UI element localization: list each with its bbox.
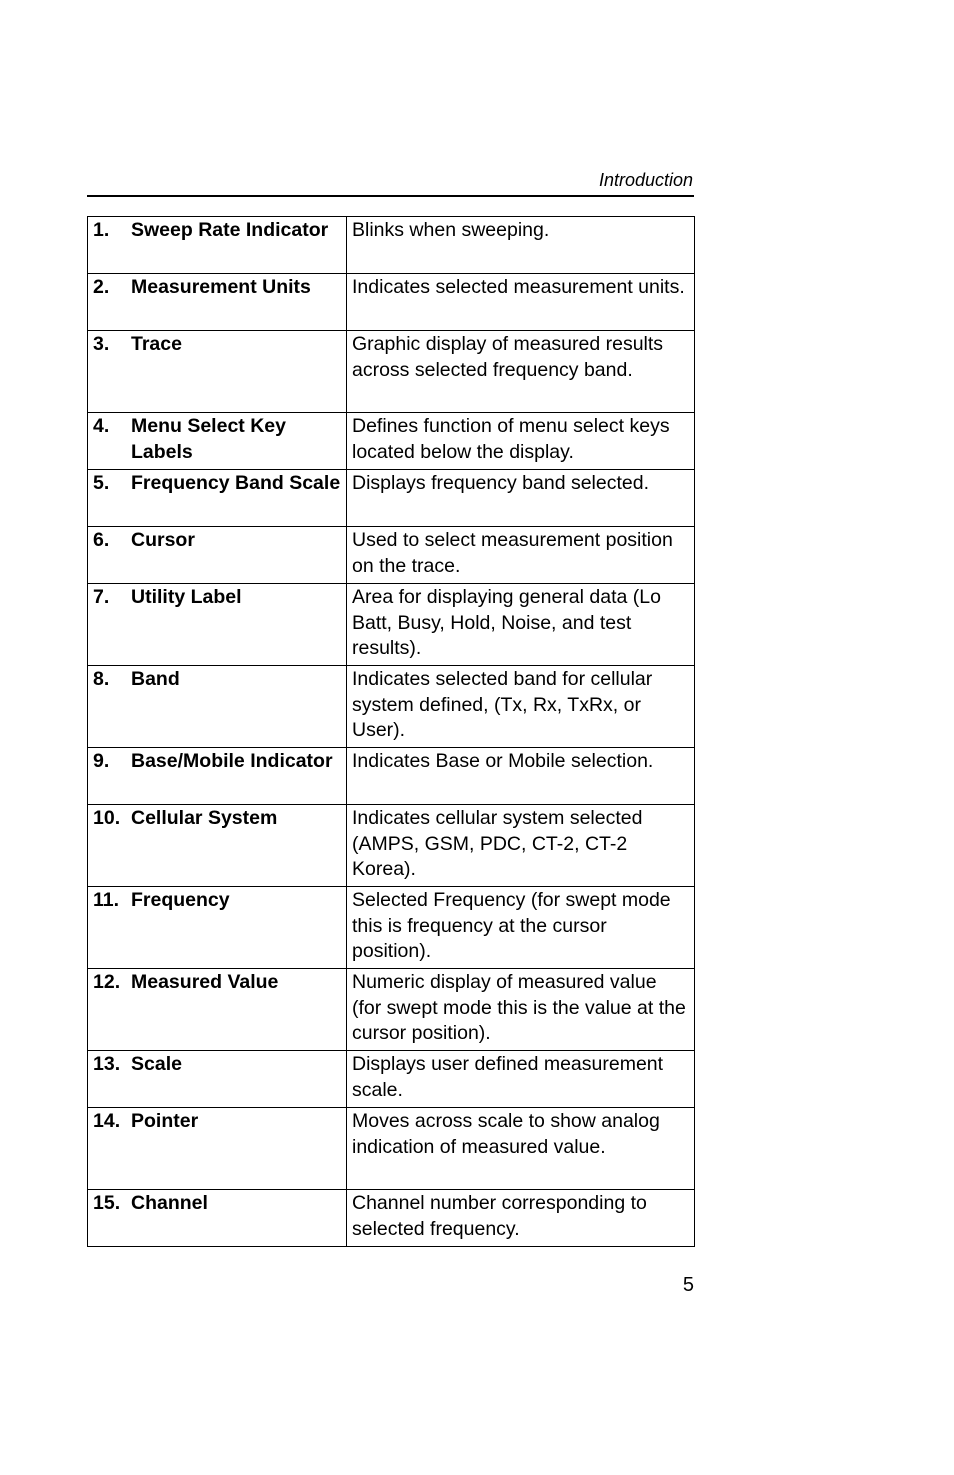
table-row: [88, 805, 695, 887]
item-term: Measurement Units: [131, 276, 311, 298]
table-row: [88, 584, 695, 666]
table-row: [88, 217, 695, 274]
item-term: Band: [131, 668, 180, 690]
table-row: [88, 887, 695, 969]
description-cell: [347, 470, 695, 527]
section-title: Introduction: [598, 170, 693, 190]
item-term: Base/Mobile Indicator: [131, 750, 333, 772]
item-number: 2.: [93, 276, 110, 298]
description-cell: [347, 1190, 695, 1247]
item-term: Frequency: [131, 889, 230, 911]
item-term: Utility Label: [131, 586, 242, 608]
description-cell: [347, 584, 695, 666]
page-header: [87, 166, 694, 197]
item-number: 3.: [93, 333, 110, 355]
item-number: 8.: [93, 668, 110, 690]
item-cell: [88, 217, 347, 274]
item-number: 11.: [93, 889, 120, 911]
page-number: 5: [682, 1274, 694, 1296]
item-description: Displays frequency band selected.: [352, 472, 650, 494]
item-description: Channel number corresponding to selected frequency.: [352, 1192, 647, 1240]
item-description: Area for displaying general data (Lo Batt, Busy, Hold, Noise, and test results).: [352, 586, 661, 659]
item-description: Moves across scale to show analog indication of measured value.: [352, 1110, 660, 1158]
item-description: Displays user defined measurement scale.: [352, 1053, 664, 1101]
item-description: Indicates selected band for cellular system defined, (Tx, Rx, TxRx, or User).: [352, 668, 653, 741]
item-term: Cursor: [131, 529, 195, 551]
item-term: Sweep Rate Indicator: [131, 219, 329, 241]
table-row: [88, 1190, 695, 1247]
description-cell: [347, 666, 695, 748]
item-number: 4.: [93, 415, 110, 437]
description-cell: [347, 274, 695, 331]
table-row: [88, 666, 695, 748]
item-description: Graphic display of measured results across selected frequency band.: [352, 333, 664, 381]
item-cell: [88, 1108, 347, 1190]
item-number: 1.: [93, 219, 110, 241]
table-row: [88, 748, 695, 805]
item-cell: [88, 1190, 347, 1247]
item-number: 5.: [93, 472, 110, 494]
table-row: [88, 527, 695, 584]
item-description: Indicates Base or Mobile selection.: [352, 750, 654, 772]
item-cell: [88, 470, 347, 527]
item-description: Selected Frequency (for swept mode this is frequency at the cursor position).: [352, 889, 671, 962]
item-description: Numeric display of measured value (for swept mode this is the value at the cursor position).: [352, 971, 686, 1044]
item-description: Blinks when sweeping.: [352, 219, 550, 241]
item-number: 15.: [93, 1192, 121, 1214]
item-term: Cellular System: [131, 807, 278, 829]
item-cell: [88, 887, 347, 969]
legend-table: [87, 216, 695, 1247]
description-cell: [347, 969, 695, 1051]
item-term: Frequency Band Scale: [131, 472, 341, 494]
item-cell: [88, 413, 347, 470]
item-term: Scale: [131, 1053, 182, 1075]
item-cell: [88, 584, 347, 666]
item-cell: [88, 1051, 347, 1108]
table-row: [88, 1108, 695, 1190]
item-number: 10.: [93, 807, 121, 829]
item-cell: [88, 274, 347, 331]
item-term: Pointer: [131, 1110, 199, 1132]
table-row: [88, 1051, 695, 1108]
description-cell: [347, 748, 695, 805]
item-cell: [88, 805, 347, 887]
item-term: Measured Value: [131, 971, 279, 993]
item-description: Indicates cellular system selected (AMPS, GSM, PDC, CT-2, CT-2 Korea).: [352, 807, 643, 880]
description-cell: [347, 1051, 695, 1108]
table-row: [88, 274, 695, 331]
item-term: Trace: [131, 333, 182, 355]
item-number: 13.: [93, 1053, 121, 1075]
item-cell: [88, 748, 347, 805]
table-row: [88, 331, 695, 413]
description-cell: [347, 331, 695, 413]
description-cell: [347, 413, 695, 470]
item-number: 6.: [93, 529, 110, 551]
table-row: [88, 470, 695, 527]
item-number: 12.: [93, 971, 121, 993]
item-description: Indicates selected measurement units.: [352, 276, 685, 298]
table-row: [88, 969, 695, 1051]
description-cell: [347, 527, 695, 584]
item-number: 9.: [93, 750, 110, 772]
description-cell: [347, 887, 695, 969]
description-cell: [347, 1108, 695, 1190]
table-row: [88, 413, 695, 470]
item-cell: [88, 331, 347, 413]
item-term: Channel: [131, 1192, 208, 1214]
item-description: Used to select measurement position on the trace.: [352, 529, 673, 577]
item-cell: [88, 527, 347, 584]
item-term: Menu Select Key Labels: [131, 415, 286, 463]
item-number: 7.: [93, 586, 110, 608]
item-cell: [88, 969, 347, 1051]
description-cell: [347, 805, 695, 887]
description-cell: [347, 217, 695, 274]
item-description: Defines function of menu select keys located below the display.: [352, 415, 670, 463]
item-number: 14.: [93, 1110, 121, 1132]
item-cell: [88, 666, 347, 748]
